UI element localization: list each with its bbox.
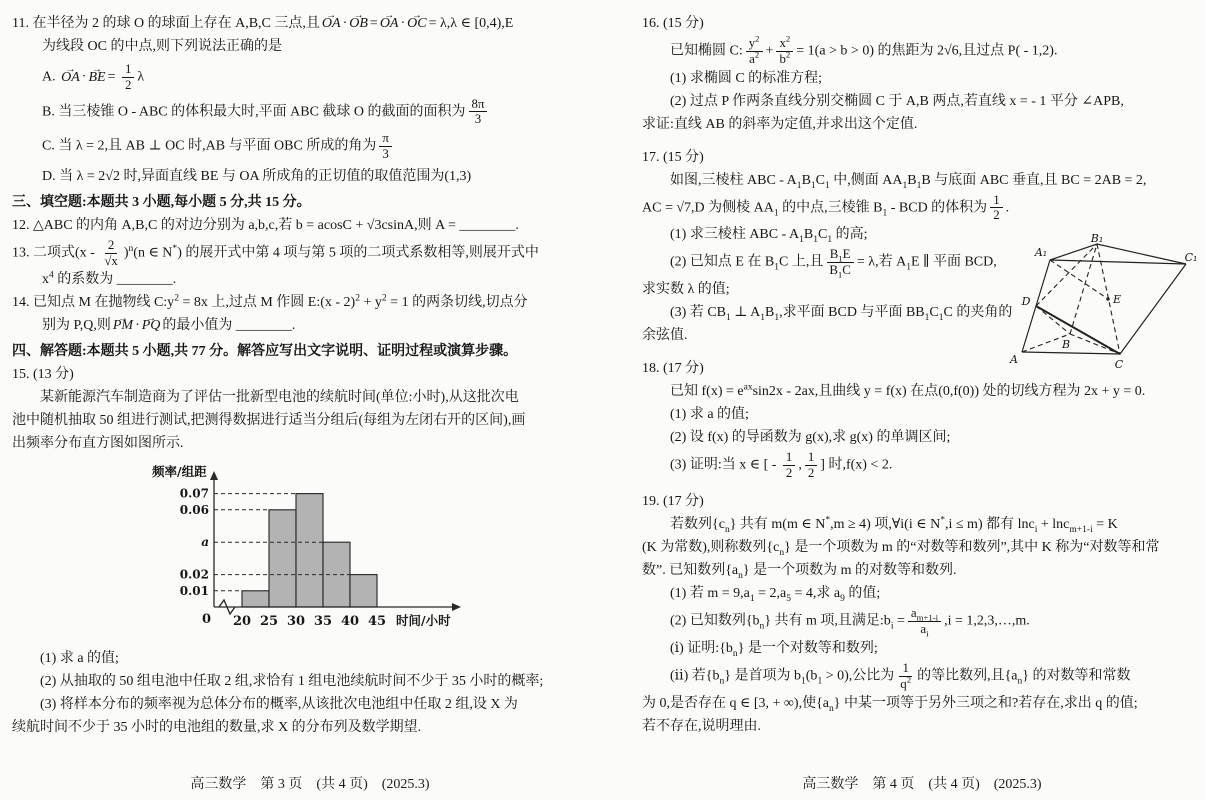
- q19-part-2-ii-line-1: (ⅱ) 若$\{b_n\}$ 是首项为 $b_1(b_1 > 0)$,公比为 $\frac{1}{q^2}$ 的等比数列,且$\{a_n\}$ 的对数等和常数: [670, 660, 1131, 691]
- prism-solid-edges: [1022, 244, 1186, 354]
- q19-line-1: 若数列$\{c_n\}$ 共有 m(m ∈ N*,m ≥ 4) 项,∀i(i ∈ N*,i ≤ m) 都有 lnc$_i$ + lnc$_{m+1-i}$ = K: [670, 515, 1118, 536]
- svg-text:0.07: 0.07: [179, 486, 209, 501]
- q11-line-1: 11. 在半径为 2 的球 O 的球面上存在 A,B,C 三点,且 → OA · → OB = → OA · → OC = λ,λ ∈ [0,4),E: [12, 12, 608, 35]
- q15-part-1: (1) 求 a 的值;: [40, 651, 119, 667]
- q19-part-2-ii-line-2: 为 0,是否存在 q ∈ [3, + ∞),使$\{a_n\}$ 中某一项等于另外三项之和?若存在,求出 q 的值;: [642, 695, 1138, 714]
- q17-part-2-line-2: 求实数 λ 的值;: [642, 281, 730, 297]
- svg-text:时间/小时: 时间/小时: [396, 613, 451, 629]
- figure-label-e: E: [1112, 293, 1122, 306]
- q14-line-2: 别为 P,Q,则 → PM · → PQ 的最小值为 ________.: [12, 314, 608, 337]
- q16-head: 16. (15 分): [642, 16, 704, 31]
- q17-part-3-line-2: 余弦值.: [642, 327, 688, 343]
- footer-page-3: 高三数学 第 3 页 (共 4 页) (2025.3): [190, 777, 430, 792]
- q11-option-b: B. 当三棱锥 O - ABC 的体积最大时,平面 ABC 截球 O 的截面的面积为 $\frac{8\pi}{3}$: [12, 96, 608, 128]
- point-e-dot: [1106, 297, 1109, 300]
- q17-line-1: 如图,三棱柱 ABC - $A_1B_1C_1$ 中,侧面 $AA_1B_1B$ 与底面 ABC 垂直,且 BC = 2AB = 2,: [670, 172, 1147, 191]
- q17-part-1: (1) 求三棱柱 ABC - $A_1B_1C_1$ 的高;: [670, 227, 868, 245]
- figure-label-d: D: [1021, 295, 1031, 308]
- q19-part-2-ii-line-3: 若不存在,说明理由.: [642, 718, 761, 734]
- q17-part-2-line-1: (2) 已知点 E 在 $B_1C$ 上,且 $\frac{B_1E}{B_1C}$ = λ,若 $A_1E$ ∥ 平面 BCD,: [670, 247, 997, 280]
- svg-text:45: 45: [367, 614, 387, 630]
- q15-head: 15. (13 分): [12, 367, 74, 383]
- q17-part-3-line-1: (3) 若 $CB_1$ ⊥ $A_1B_1$,求平面 BCD 与平面 $BB_1C_1C$ 的夹角的: [670, 304, 1013, 323]
- q17-head: 17. (15 分): [642, 149, 704, 165]
- q19-part-1: (1) 若 $m = 9,a_1 = 2,a_5 = 4$,求 $a_9$ 的值;: [670, 586, 881, 605]
- q13-line-2: $x^4$ 的系数为 ________.: [42, 270, 177, 288]
- section-solutions-header: 四、解答题:本题共 5 小题,共 77 分。解答应写出文字说明、证明过程或演算步骤。: [12, 344, 518, 360]
- q16-line-1: 已知椭圆 C: $\frac{y^2}{a^2}$ + $\frac{x^2}{b^2}$ = 1(a > b > 0) 的焦距为 2√6,且过点 P( - 1,2).: [670, 33, 1058, 66]
- prism-figure: [1000, 234, 1200, 374]
- q19-line-3: 数”. 已知数列$\{a_n\}$ 是一个项数为 m 的对数等和数列.: [642, 563, 957, 582]
- prism-figure-svg: [1000, 234, 1200, 374]
- q11-line-2: 为线段 OC 的中点,则下列说法正确的是: [42, 39, 282, 54]
- q15-line-2: 池中随机抽取 50 组进行测试,把测得数据进行适当分组后(每组为左闭右开的区间),画: [12, 413, 526, 429]
- figure-label-c1: C₁: [1184, 251, 1198, 264]
- q11-option-c: C. 当 λ = 2,且 AB ⊥ OC 时,AB 与平面 OBC 所成的角为 $\frac{\pi}{3}$: [12, 130, 608, 162]
- svg-text:0: 0: [202, 612, 212, 628]
- q18-part-2: (2) 设 f(x) 的导函数为 g(x),求 g(x) 的单调区间;: [670, 429, 951, 445]
- figure-label-a: A: [1010, 353, 1018, 366]
- figure-label-b1: B₁: [1090, 234, 1104, 245]
- q19-line-2: (K 为常数),则称数列$\{c_n\}$ 是一个项数为 m 的“对数等和数列”,其中 K 称为“对数等和常: [642, 540, 1160, 559]
- svg-text:25: 25: [259, 614, 279, 630]
- q19-head: 19. (17 分): [642, 494, 704, 510]
- q11-option-a: A. → OA · → BE = $\frac{1}{2}$ λ: [12, 61, 608, 93]
- svg-text:0.01: 0.01: [179, 584, 209, 599]
- q15-part-3-line-1: (3) 将样本分布的频率视为总体分布的概率,从该批次电池组中任取 2 组,设 X 为: [40, 697, 518, 713]
- svg-text:30: 30: [286, 614, 306, 630]
- frequency-histogram: [150, 459, 608, 645]
- q16-part-2-line-1: (2) 过点 P 作两条直线分别交椭圆 C 于 A,B 两点,若直线 x = - 1 平分 ∠APB,: [670, 93, 1124, 109]
- figure-label-b: B: [1061, 338, 1071, 351]
- footer-page-4: 高三数学 第 4 页 (共 4 页) (2025.3): [802, 777, 1042, 792]
- q17-line-2: AC = √7,D 为侧棱 $AA_1$ 的中点,三棱锥 $B_1$ - BCD 的体积为 $\frac{1}{2}$ .: [642, 192, 1010, 223]
- q16-part-1: (1) 求椭圆 C 的标准方程;: [670, 70, 823, 86]
- figure-label-a1: A₁: [1034, 246, 1048, 259]
- q11-option-d: D. 当 λ = 2√2 时,异面直线 BE 与 OA 所成角的正切值的取值范围为(1,3): [42, 168, 472, 184]
- q15-line-3: 出频率分布直方图如图所示.: [12, 436, 184, 452]
- q14-line-1: 14. 已知点 M 在抛物线 $C:y^2 = 8x$ 上,过点 M 作圆 E:(x - $2)^2 + y^2 = 1$ 的两条切线,切点分: [12, 293, 528, 311]
- svg-text:35: 35: [313, 614, 333, 630]
- svg-text:0.02: 0.02: [179, 567, 209, 582]
- svg-text:a: a: [201, 535, 209, 550]
- q15-line-1: 某新能源汽车制造商为了评估一批新型电池的续航时间(单位:小时),从这批次电: [40, 390, 519, 406]
- q19-part-2: (2) 已知数列$\{b_n\}$ 共有 m 项,且满足$:b_i$ = $\frac{a_{m+1-i}}{a_i}$ ,i = 1,2,3,…,m.: [670, 606, 1030, 639]
- q16-part-2-line-2: 求证:直线 AB 的斜率为定值,并求出这个定值.: [642, 116, 918, 132]
- page-4: [642, 0, 1202, 800]
- q15-part-3-line-2: 续航时间不少于 35 小时的电池组的数量,求 X 的分布列及数学期望.: [12, 720, 422, 736]
- q18-head: 18. (17 分): [642, 360, 704, 376]
- q19-part-2-i: (ⅰ) 证明$:\{b_n\}$ 是一个对数等和数列;: [670, 640, 878, 659]
- svg-text:40: 40: [340, 614, 360, 630]
- figure-label-c: C: [1114, 358, 1124, 371]
- q18-line-1: 已知 $f(x) = e^{ax}\sin 2x - 2ax$,且曲线 y = f(x) 在点(0,f(0)) 处的切线方程为 2x + y = 0.: [670, 382, 1146, 399]
- q13-line-1: 13. 二项式(x - $\frac{2}{√x}$ )$^n$(n ∈ N*) 的展开式中第 4 项与第 5 项的二项式系数相等,则展开式中: [12, 237, 539, 268]
- section-fill-in-header: 三、填空题:本题共 3 小题,每小题 5 分,共 15 分。: [12, 194, 311, 210]
- q18-part-1: (1) 求 a 的值;: [670, 406, 749, 422]
- q15-part-2: (2) 从抽取的 50 组电池中任取 2 组,求恰有 1 组电池续航时间不少于 35 小时的概率;: [40, 674, 544, 690]
- frequency-histogram-chart: [150, 459, 480, 637]
- svg-text:20: 20: [232, 614, 252, 630]
- svg-text:0.06: 0.06: [179, 503, 209, 518]
- q12-line: 12. △ABC 的内角 A,B,C 的对边分别为 a,b,c,若 b = acosC + √3csinA,则 A = ________.: [12, 217, 519, 233]
- svg-text:频率/组距: 频率/组距: [152, 464, 207, 480]
- page-3: [12, 0, 608, 800]
- q18-part-3: (3) 证明:当 x ∈ [ - $\frac{1}{2}$ , $\frac{1}{2}$ ] 时,f(x) < 2.: [670, 449, 893, 480]
